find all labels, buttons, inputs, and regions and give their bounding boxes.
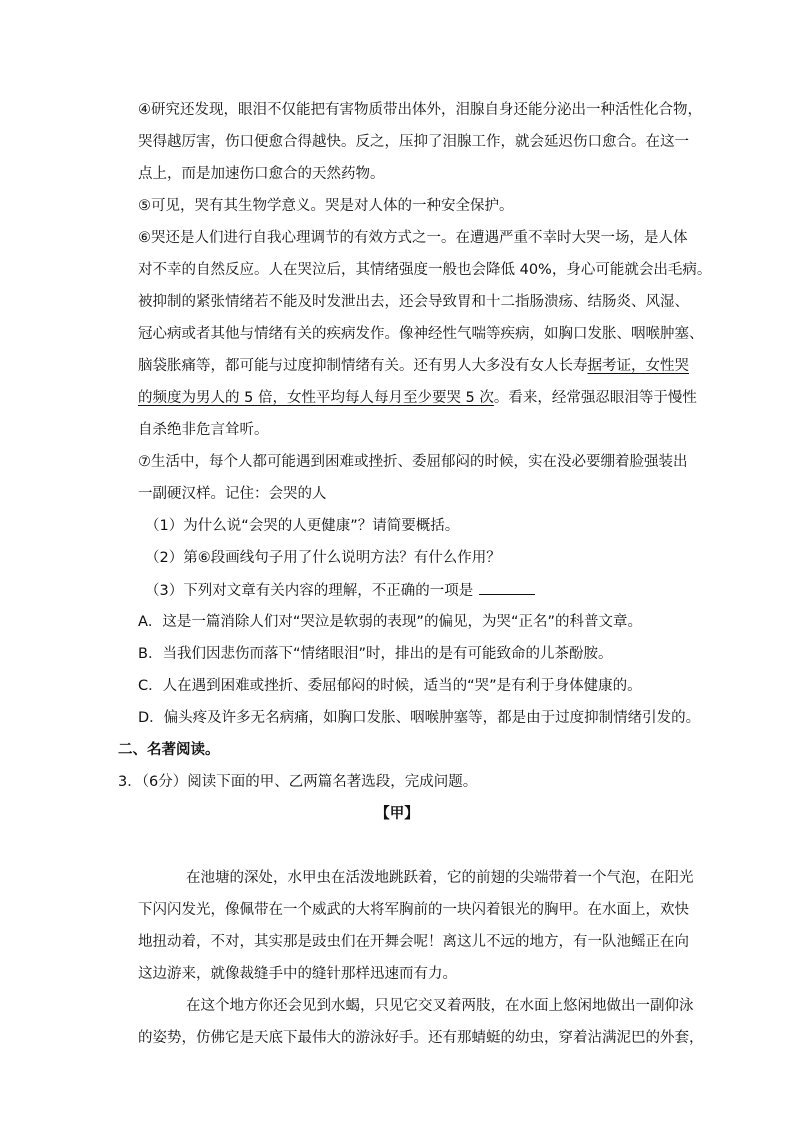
para7-line2: 一副硬汉样。记住：会哭的人 — [138, 486, 327, 502]
underlined-sentence-part1: 据考证，女性哭 — [587, 358, 689, 374]
jia-p1-line2: 下闪闪发光，像佩带在一个威武的大将军胸前的一块闪着银光的胸甲。在水面上，欢快 — [138, 902, 689, 918]
para6-line3: 被抑制的紧张情绪若不能及时发泄出去，还会导致胃和十二指肠溃疡、结肠炎、风湿、 — [138, 294, 689, 310]
section-heading: 二、名著阅读。 — [118, 742, 220, 758]
jia-p1-line4: 这边游来，就像裁缝手中的缝针那样迅速而有力。 — [138, 966, 457, 982]
option-a: A．这是一篇消除人们对“哭泣是软弱的表现”的偏见，为哭“正名”的科普文章。 — [138, 614, 642, 630]
jia-p2-line2: 的姿势，仿佛它是天底下最伟大的游泳好手。还有那蜻蜓的幼虫，穿着沾满泥巴的外套， — [138, 1030, 704, 1046]
passage-jia-title: 【甲】 — [375, 806, 419, 822]
para4-line3: 点上，而是加速伤口愈合的天然药物。 — [138, 166, 385, 182]
question-3-text: （3）下列对文章有关内容的理解，不正确的一项是 — [145, 583, 474, 599]
option-b: B．当我们因悲伤而落下“情绪眼泪”时，排出的是有可能致命的儿茶酚胺。 — [138, 646, 613, 662]
para7-line1: ⑦生活中，每个人都可能遇到困难或挫折、委屈郁闷的时候，实在没必要绷着脸强装出 — [138, 454, 688, 470]
underlined-sentence-part2: 的频度为男人的 5 倍，女性平均每人每月至少要哭 5 次 — [138, 390, 494, 406]
option-d: D．偏头疼及许多无名病痛，如胸口发胀、咽喉肿塞等，都是由于过度抑制情绪引发的。 — [138, 710, 701, 726]
para6-line6 — [138, 388, 697, 408]
jia-p1-line1: 在池塘的深处，水甲虫在活泼地跳跃着，它的前翅的尖端带着一个气泡，在阳光 — [186, 870, 694, 886]
option-c: C．人在遇到困难或挫折、委屈郁闷的时候，适当的“哭”是有利于身体健康的。 — [138, 678, 642, 694]
jia-p1-line3: 地扭动着，不对，其实那是豉虫们在开舞会呢！离这儿不远的地方，有一队池鳐正在向 — [138, 934, 689, 950]
question-3-intro: 3．（6分）阅读下面的甲、乙两篇名著选段，完成问题。 — [118, 774, 478, 790]
question-1: （1）为什么说“会哭的人更健康”？请简要概括。 — [145, 518, 460, 534]
para5-line1: ⑤可见，哭有其生物学意义。哭是对人体的一种安全保护。 — [138, 198, 514, 214]
para6-line5-text: 脑袋胀痛等，都可能与过度抑制情绪有关。还有男人大多没有女人长寿 — [138, 358, 588, 374]
question-2: （2）第⑥段画线句子用了什么说明方法？有什么作用？ — [145, 550, 501, 566]
para6-line6-text: 。看来，经常强忍眼泪等于慢性 — [493, 390, 697, 406]
para6-line4: 冠心病或者其他与情绪有关的疾病发作。像神经性气喘等疾病，如胸口发胀、咽喉肿塞、 — [138, 326, 704, 342]
para6-line2: 对不幸的自然反应。人在哭泣后，其情绪强度一般也会降低 40%，身心可能就会出毛病。 — [138, 262, 712, 278]
para6-line1: ⑥哭还是人们进行自我心理调节的有效方式之一。在遭遇严重不幸时大哭一场，是人体 — [138, 230, 688, 246]
para6-line7: 自杀绝非危言耸听。 — [138, 422, 269, 438]
para4-line2: 哭得越厉害，伤口便愈合得越快。反之，压抑了泪腺工作，就会延迟伤口愈合。在这一 — [138, 134, 689, 150]
para6-line5 — [138, 356, 689, 376]
question-3 — [145, 580, 535, 601]
answer-blank[interactable] — [479, 580, 535, 595]
para4-line1: ④研究还发现，眼泪不仅能把有害物质带出体外，泪腺自身还能分泌出一种活性化合物， — [138, 102, 702, 118]
jia-p2-line1: 在这个地方你还会见到水蝎，只见它交叉着两肢，在水面上悠闲地做出一副仰泳 — [186, 998, 694, 1014]
